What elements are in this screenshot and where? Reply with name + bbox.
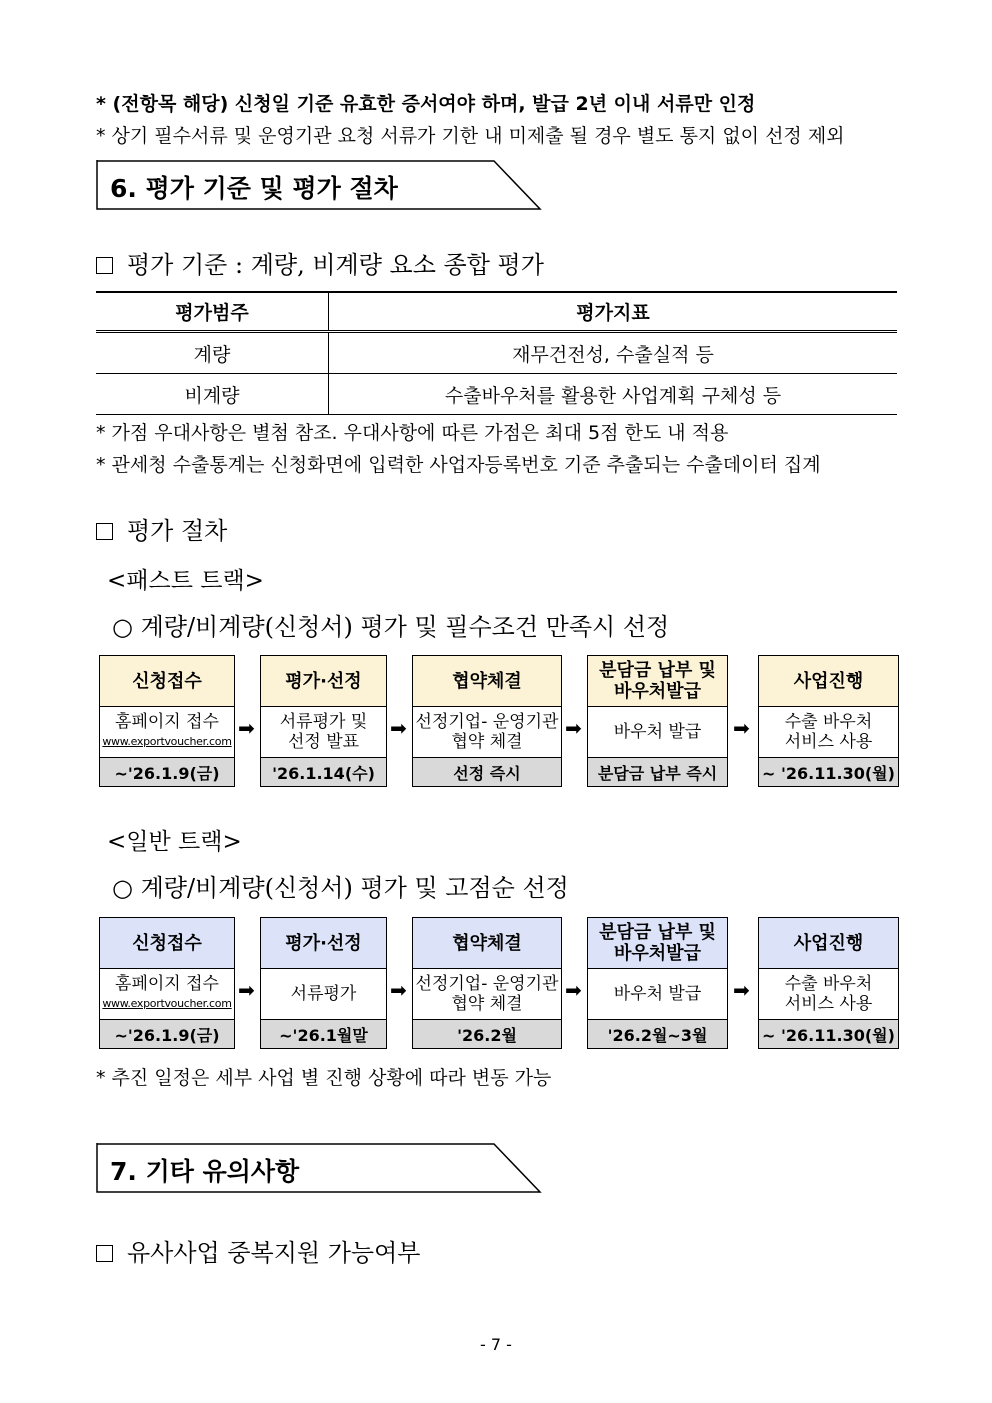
evaluation-criteria-table — [96, 291, 897, 415]
flow-step-agreement — [412, 917, 562, 1049]
right-arrow-icon: ➡ — [238, 716, 255, 740]
normal-track-title: <일반 트랙> — [107, 829, 242, 855]
step-date: ~'26.1.9(금) — [100, 758, 234, 786]
step-body-line: 서비스 사용 — [784, 732, 873, 752]
criteria-heading — [96, 245, 544, 280]
note-missing-documents: * 상기 필수서류 및 운영기관 요청 서류가 기한 내 미제출 될 경우 별도 통지 없이 선정 제외 — [96, 125, 845, 147]
step-body-line: 선정 발표 — [287, 732, 360, 752]
step-title-line: 분담금 납부 및 — [599, 660, 716, 681]
step-body — [261, 969, 386, 1020]
step-date: ~'26.1.9(금) — [100, 1020, 234, 1048]
step-title-line: 바우처발급 — [614, 681, 701, 702]
step-date: ~'26.1월말 — [261, 1020, 386, 1048]
section-7-title: 7. 기타 유의사항 — [110, 1157, 300, 1186]
duplicate-support-heading — [96, 1233, 420, 1268]
step-date: '26.2월~3월 — [588, 1020, 727, 1048]
step-body — [759, 707, 898, 758]
note-customs-statistics: * 관세청 수출통계는 신청화면에 입력한 사업자등록번호 기준 추출되는 수출데이터 집계 — [96, 454, 821, 476]
fast-track-title: <패스트 트랙> — [107, 568, 264, 594]
step-title: 협약체결 — [413, 656, 561, 707]
normal-track-flow — [0, 917, 992, 1051]
flow-step-progress — [758, 655, 899, 787]
step-body-line: 홈페이지 접수 — [115, 712, 219, 732]
website-link[interactable]: www.exportvoucher.com — [102, 997, 232, 1010]
note-valid-certificate: * (전항목 해당) 신청일 기준 유효한 증서여야 하며, 발급 2년 이내 서류만 인정 — [96, 93, 756, 115]
flow-step-evaluation — [260, 655, 387, 787]
step-title: 평가·선정 — [261, 918, 386, 969]
note-schedule-change: * 추진 일정은 세부 사업 별 진행 상황에 따라 변동 가능 — [96, 1067, 552, 1089]
step-title: 신청접수 — [100, 918, 234, 969]
website-link[interactable]: www.exportvoucher.com — [102, 735, 232, 748]
flow-step-voucher — [587, 917, 728, 1049]
duplicate-support-heading-text: 유사사업 중복지원 가능여부 — [127, 1239, 421, 1267]
page-number: - 7 - — [480, 1335, 512, 1354]
table-cell-category: 계량 — [96, 332, 329, 374]
step-body — [100, 707, 234, 758]
table-cell-indicator: 재무건전성, 수출실적 등 — [329, 332, 898, 374]
table-header-indicator: 평가지표 — [329, 292, 898, 332]
step-body-line: 수출 바우처 — [784, 712, 873, 732]
table-header-row — [96, 292, 897, 332]
right-arrow-icon: ➡ — [390, 716, 407, 740]
step-title: 협약체결 — [413, 918, 561, 969]
flow-step-voucher — [587, 655, 728, 787]
step-title: 신청접수 — [100, 656, 234, 707]
step-body — [588, 969, 727, 1020]
table-row — [96, 374, 897, 415]
right-arrow-icon: ➡ — [565, 978, 582, 1002]
procedure-heading-text: 평가 절차 — [127, 517, 228, 545]
step-body-line: 서비스 사용 — [784, 994, 873, 1014]
step-date: '26.2월 — [413, 1020, 561, 1048]
step-body-line: 협약 체결 — [451, 994, 523, 1014]
square-bullet-icon — [96, 257, 113, 274]
step-body — [588, 707, 727, 758]
step-title-line: 바우처발급 — [614, 943, 701, 964]
step-title — [588, 918, 727, 969]
fast-track-desc: ○ 계량/비계량(신청서) 평가 및 필수조건 만족시 선정 — [112, 613, 670, 641]
step-body — [100, 969, 234, 1020]
note-bonus-points: * 가점 우대사항은 별첨 참조. 우대사항에 따른 가점은 최대 5점 한도 내 적용 — [96, 422, 729, 444]
flow-step-apply — [99, 917, 235, 1049]
right-arrow-icon: ➡ — [565, 716, 582, 740]
flow-step-progress — [758, 917, 899, 1049]
section-6-title: 6. 평가 기준 및 평가 절차 — [110, 174, 398, 203]
flow-step-agreement — [412, 655, 562, 787]
step-date: 선정 즉시 — [413, 758, 561, 786]
step-date: 분담금 납부 즉시 — [588, 758, 727, 786]
step-body-line: 수출 바우처 — [784, 974, 873, 994]
right-arrow-icon: ➡ — [390, 978, 407, 1002]
step-body-line: 서류평가 — [290, 984, 357, 1004]
step-body-line: 선정기업- 운영기관 — [415, 712, 559, 732]
step-title — [588, 656, 727, 707]
square-bullet-icon — [96, 1245, 113, 1262]
right-arrow-icon: ➡ — [238, 978, 255, 1002]
step-body-line: 선정기업- 운영기관 — [415, 974, 559, 994]
fast-track-flow — [0, 655, 992, 789]
step-body — [413, 707, 561, 758]
right-arrow-icon: ➡ — [733, 716, 750, 740]
step-body-line: 서류평가 및 — [279, 712, 368, 732]
step-title-line: 분담금 납부 및 — [599, 922, 716, 943]
step-title: 사업진행 — [759, 656, 898, 707]
step-title: 사업진행 — [759, 918, 898, 969]
step-date: '26.1.14(수) — [261, 758, 386, 786]
step-body-line: 바우처 발급 — [613, 984, 702, 1004]
section-7-header — [96, 1143, 542, 1193]
step-date: ~ '26.11.30(월) — [759, 758, 898, 786]
step-body — [261, 707, 386, 758]
step-title: 평가·선정 — [261, 656, 386, 707]
table-cell-indicator: 수출바우처를 활용한 사업계획 구체성 등 — [329, 374, 898, 415]
table-header-category: 평가범주 — [96, 292, 329, 332]
procedure-heading — [96, 511, 227, 546]
step-body-line: 바우처 발급 — [613, 722, 702, 742]
flow-step-apply — [99, 655, 235, 787]
flow-step-evaluation — [260, 917, 387, 1049]
step-body-line: 협약 체결 — [451, 732, 523, 752]
step-body — [759, 969, 898, 1020]
table-cell-category: 비계량 — [96, 374, 329, 415]
square-bullet-icon — [96, 523, 113, 540]
step-body-line: 홈페이지 접수 — [115, 974, 219, 994]
step-date: ~ '26.11.30(월) — [759, 1020, 898, 1048]
criteria-heading-text: 평가 기준 : 계량, 비계량 요소 종합 평가 — [127, 251, 544, 279]
step-body — [413, 969, 561, 1020]
table-row — [96, 332, 897, 374]
section-6-header — [96, 160, 542, 210]
normal-track-desc: ○ 계량/비계량(신청서) 평가 및 고점순 선정 — [112, 874, 569, 902]
right-arrow-icon: ➡ — [733, 978, 750, 1002]
